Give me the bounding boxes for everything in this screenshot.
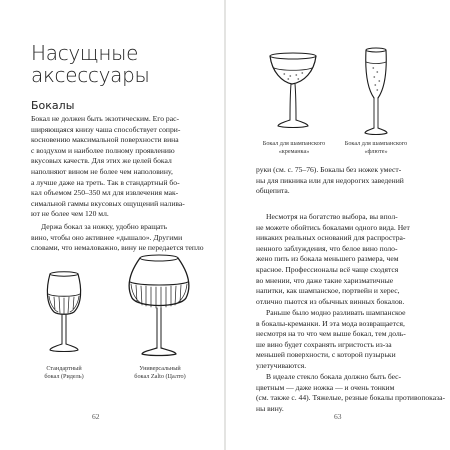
page-number: 63 <box>334 412 342 421</box>
text-line: косновению максимальной поверхности вина <box>31 135 179 145</box>
glass-caption-standard: Стандартный бокал (Ридель) <box>44 365 84 380</box>
text-line: во мнении, что даже такие харизматичные <box>256 275 394 285</box>
text-line: несмотря на то что чем выше бокал, тем доль- <box>256 329 406 339</box>
text-line: с воздухом и наиболее полному проявлению <box>31 145 175 155</box>
text-line: Раньше было модно разливать шампанское <box>266 308 406 317</box>
text-line: наполняют вином не более чем наполовину, <box>31 166 173 176</box>
text-line: словами, что немаловажно, вину не передается тепло <box>31 243 204 253</box>
text-line: кал объемом 250–350 мл для извлечения мак- <box>31 188 179 198</box>
chapter-title-line-1: Насущные <box>31 41 139 65</box>
text-line: Несмотря на богатство выбора, вы впол- <box>266 212 398 221</box>
universal-zalto-glass-icon <box>120 238 198 366</box>
text-line: Держа бокал за ножку, удобно вращать <box>41 222 168 231</box>
text-line: вино, чтобы оно активнее «дышало». Другими <box>31 232 183 242</box>
glass-caption-flute: Бокал для шампанского «флюте» <box>344 140 408 155</box>
text-line: не можете обойтись бокалами одного вида. Нет <box>256 222 410 232</box>
text-line: ненного заблуждения, что белое вино поло- <box>256 243 398 253</box>
glass-caption-universal: Универсальный бокал Zalto (Цалто) <box>134 365 186 380</box>
coupe-champagne-glass-icon <box>264 46 324 136</box>
text-line: (см. также с. 44). Тяжелые, резные бокалы противопоказа- <box>256 393 446 403</box>
right-paragraph-4 <box>256 372 446 414</box>
text-line: жено пить из бокала меньшего размера, чем <box>256 254 399 264</box>
standard-wine-glass-icon <box>40 262 88 362</box>
text-line: цветным — даже ножка — и очень тонким <box>256 382 395 392</box>
text-line: красное. Профессионалы всё чаще сходятся <box>256 264 399 274</box>
text-line: никаких реальных оснований для распростра- <box>256 233 406 243</box>
right-paragraph-2 <box>256 212 422 307</box>
page-number: 62 <box>92 412 100 421</box>
chapter-title-line-2: аксессуары <box>31 63 150 87</box>
text-line: отлично пьются из обычных винных бокалов. <box>256 296 405 306</box>
text-line: ны для пикника или для недорогих заведений <box>256 175 404 185</box>
text-line: ют не более чем 120 мл. <box>31 209 109 219</box>
text-line: Бокал не должен быть экзотическим. Его рас- <box>31 114 179 123</box>
text-line: меньшей поверхности, с которой пузырьки <box>256 350 396 360</box>
text-line: общепита. <box>256 186 290 196</box>
text-line: симальной гаммы вкусовых ощущений налива- <box>31 198 185 208</box>
glass-caption-coupe: Бокал для шампанского «креманка» <box>262 140 326 155</box>
text-line: ширяющаяся книзу чаша способствует сопри- <box>31 124 181 134</box>
chapter-title <box>31 42 211 86</box>
text-line: напитки, как шампанское, портвейн и херес, <box>256 286 400 296</box>
left-paragraph-1 <box>31 114 195 220</box>
text-line: улетучиваются. <box>256 360 307 370</box>
left-page <box>0 0 224 450</box>
right-page <box>226 0 450 450</box>
flute-champagne-glass-icon <box>361 42 391 142</box>
text-line: а лучше даже на треть. Так в стандартный бо- <box>31 177 180 187</box>
section-title: Бокалы <box>31 99 75 112</box>
text-line: вкусовых качеств. Для этих же целей бокал <box>31 156 172 166</box>
text-line: В идеале стекло бокала должно быть бес- <box>266 372 402 381</box>
text-line: ше вино будет сохранять игристость из-за <box>256 339 392 349</box>
right-paragraph-3 <box>256 308 422 372</box>
text-line: в бокалы-креманки. И эта мода возвращается, <box>256 318 405 328</box>
right-paragraph-1 <box>256 165 422 197</box>
text-line: ны вину. <box>256 403 284 413</box>
text-line: руки (см. с. 75–76). Бокалы без ножек умест- <box>256 165 402 174</box>
